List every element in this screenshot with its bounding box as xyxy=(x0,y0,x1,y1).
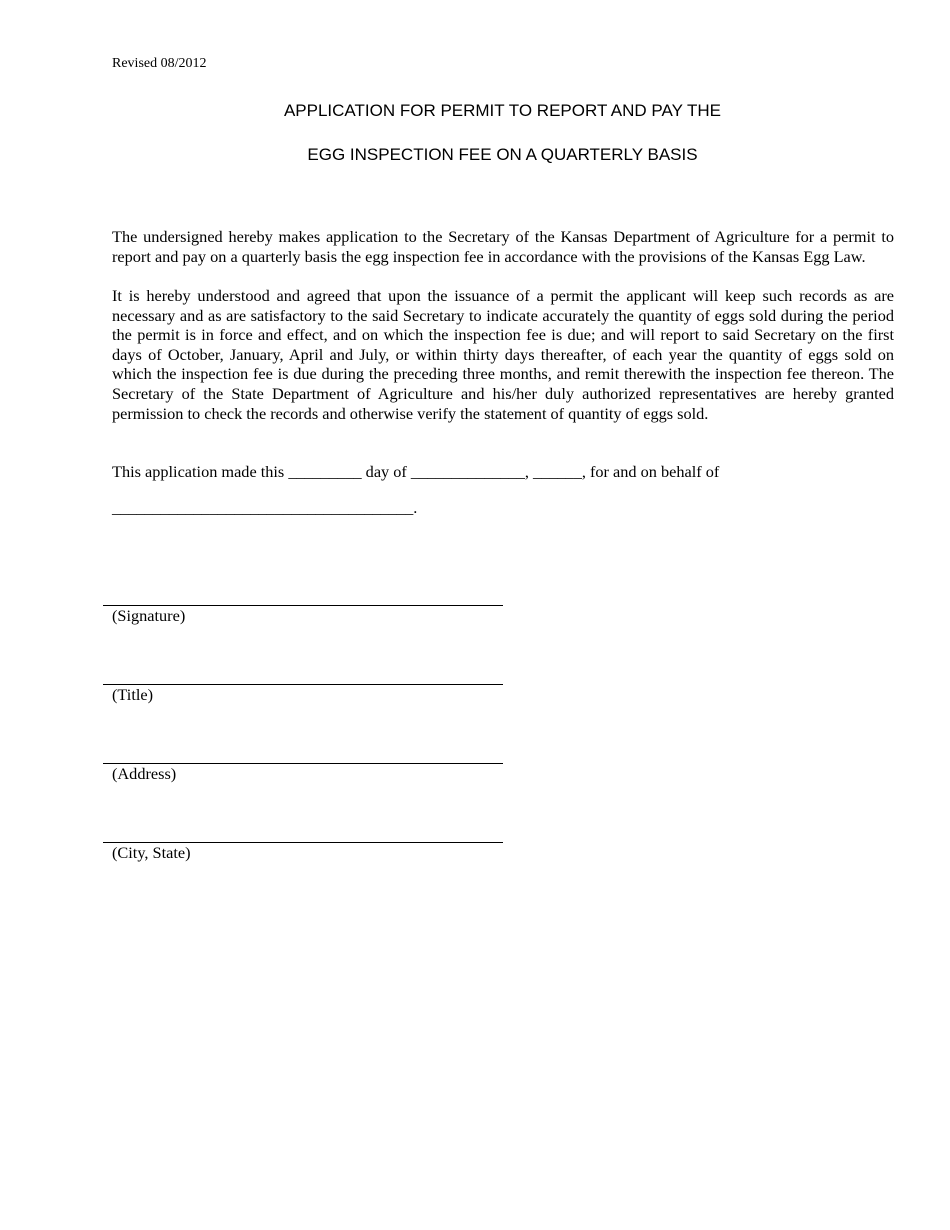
application-date-line[interactable]: This application made this _________ day of ______________, ______, for and on behalf of xyxy=(112,462,720,481)
revision-date: Revised 08/2012 xyxy=(112,56,207,71)
city-state-label: (City, State) xyxy=(112,843,191,862)
signature-label: (Signature) xyxy=(112,606,186,625)
title-field[interactable] xyxy=(103,684,503,685)
application-paragraph: The undersigned hereby makes application to the Secretary of the Kansas Department of Agriculture for a permit to report and pay on a quarterly basis the egg inspection fee in accordance with the provisions of the Kansas Egg Law. xyxy=(112,227,894,266)
behalf-of-line[interactable]: _____________________________________. xyxy=(112,498,418,517)
agreement-paragraph: It is hereby understood and agreed that upon the issuance of a permit the applicant will keep such records as are necessary and as are satisfactory to the said Secretary to indicate accurately the quantity of eggs sold during the period the permit is in force and effect, and on which the inspection fee is due; and will report to said Secretary on the first days of October, January, April and July, or within thirty days thereafter, of each year the quantity of eggs sold on which the inspection fee is due during the preceding three months, and remit therewith the inspection fee thereon. The Secretary of the State Department of Agriculture and his/her duly authorized representatives are hereby granted permission to check the records and otherwise verify the statement of quantity of eggs sold. xyxy=(112,286,894,423)
form-title-line-1: APPLICATION FOR PERMIT TO REPORT AND PAY THE xyxy=(283,101,722,120)
form-title-line-2: EGG INSPECTION FEE ON A QUARTERLY BASIS xyxy=(307,145,698,164)
title-label: (Title) xyxy=(112,685,154,704)
address-label: (Address) xyxy=(112,764,177,783)
